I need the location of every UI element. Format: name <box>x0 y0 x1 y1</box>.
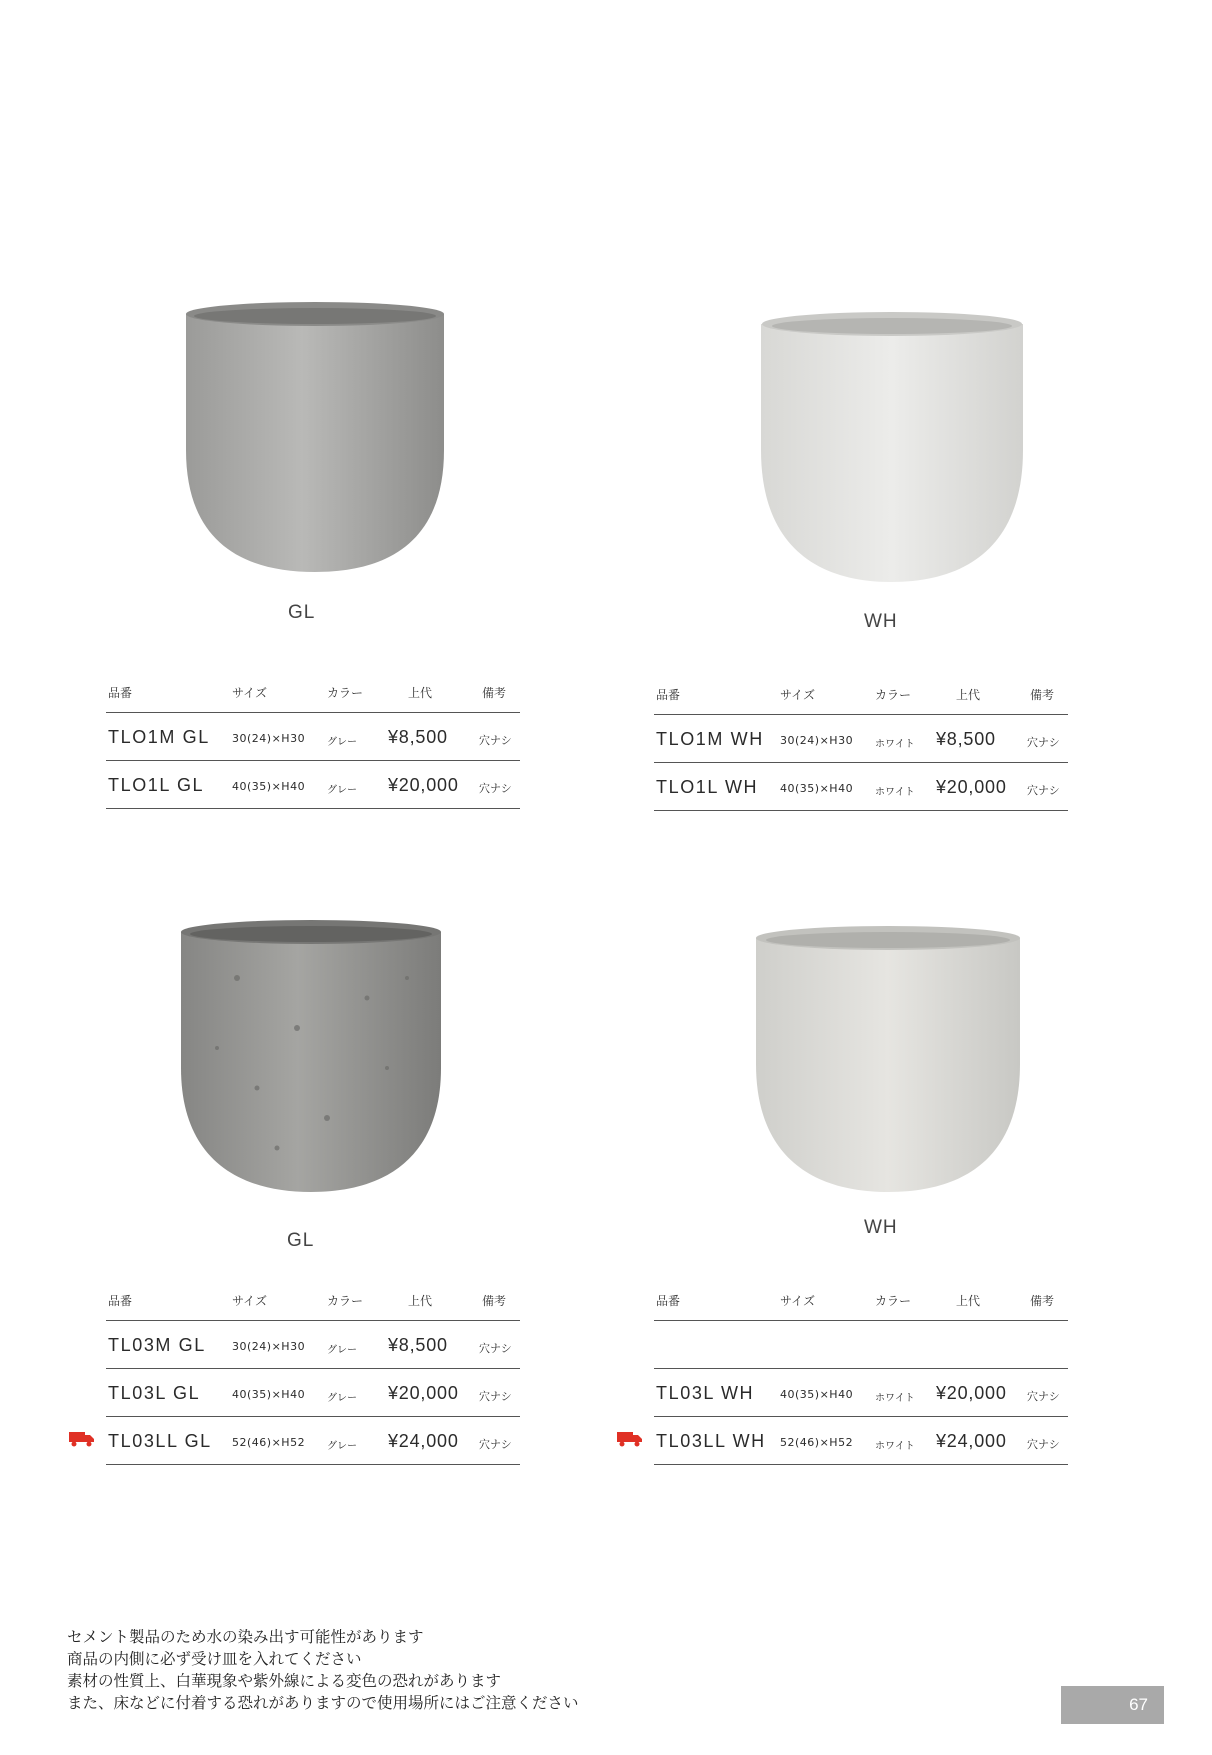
product-size: 52(46)×H52 <box>780 1436 854 1449</box>
product-price: ¥24,000 <box>936 1431 1007 1451</box>
header-price: 上代 <box>408 1294 433 1308</box>
product-price: ¥8,500 <box>388 727 448 747</box>
table-header <box>106 676 520 713</box>
header-price: 上代 <box>408 686 433 700</box>
header-note: 備考 <box>1030 688 1055 702</box>
note-line: 商品の内側に必ず受け皿を入れてください <box>67 1650 362 1668</box>
header-code: 品番 <box>656 1294 681 1308</box>
product-size: 30(24)×H30 <box>232 732 306 745</box>
product-color: ホワイト <box>875 739 915 750</box>
pot-image-tl01-wh <box>757 310 1027 590</box>
product-size: 30(24)×H30 <box>232 1340 306 1353</box>
product-color: ホワイト <box>875 787 915 798</box>
header-size: サイズ <box>232 1294 268 1308</box>
table-row <box>654 1369 1068 1417</box>
header-note: 備考 <box>482 1294 507 1308</box>
product-size: 52(46)×H52 <box>232 1436 306 1449</box>
product-color: ホワイト <box>875 1393 915 1404</box>
care-notes <box>67 1626 579 1714</box>
spec-table <box>654 1284 1068 1465</box>
table-row <box>106 761 520 809</box>
table-row-empty <box>654 1321 1068 1369</box>
product-size: 40(35)×H40 <box>232 780 306 793</box>
product-code: TL03LL GL <box>108 1431 212 1451</box>
pot-image-tl03-wh <box>754 924 1024 1204</box>
product-code: TLO1M GL <box>108 727 210 747</box>
product-code: TL03LL WH <box>656 1431 766 1451</box>
product-color: グレー <box>327 737 357 748</box>
product-size: 40(35)×H40 <box>780 782 854 795</box>
header-color: カラー <box>875 688 912 702</box>
table-header <box>106 1284 520 1321</box>
header-code: 品番 <box>108 1294 133 1308</box>
product-note: 穴ナシ <box>1027 784 1060 797</box>
product-note: 穴ナシ <box>1027 1390 1060 1403</box>
table-header <box>654 678 1068 715</box>
header-note: 備考 <box>1030 1294 1055 1308</box>
table-row <box>654 1417 1068 1465</box>
color-label: GL <box>287 1230 315 1251</box>
product-price: ¥8,500 <box>936 729 996 749</box>
product-price: ¥20,000 <box>388 775 459 795</box>
product-note: 穴ナシ <box>479 782 512 795</box>
table-row <box>654 715 1068 763</box>
product-price: ¥20,000 <box>936 777 1007 797</box>
table-header <box>654 1284 1068 1321</box>
product-note: 穴ナシ <box>479 734 512 747</box>
product-code: TL03L GL <box>108 1383 201 1403</box>
product-code: TL03L WH <box>656 1383 755 1403</box>
note-line: 素材の性質上、白華現象や紫外線による変色の恐れがあります <box>67 1672 502 1690</box>
product-code: TLO1L GL <box>108 775 205 795</box>
spec-table <box>654 678 1068 811</box>
note-line: セメント製品のため水の染み出す可能性があります <box>67 1628 424 1646</box>
product-color: グレー <box>327 1345 357 1356</box>
header-code: 品番 <box>108 686 133 700</box>
table-row <box>106 713 520 761</box>
color-label: GL <box>288 602 316 623</box>
product-note: 穴ナシ <box>479 1438 512 1451</box>
color-label: WH <box>864 611 898 632</box>
product-note: 穴ナシ <box>1027 1438 1060 1451</box>
pot-image-tl03-gl <box>177 918 447 1198</box>
page-number: 67 <box>1061 1686 1164 1724</box>
header-code: 品番 <box>656 688 681 702</box>
product-color: グレー <box>327 785 357 796</box>
header-color: カラー <box>327 1294 364 1308</box>
product-code: TLO1M WH <box>656 729 764 749</box>
table-row <box>106 1321 520 1369</box>
color-label: WH <box>864 1217 898 1238</box>
header-note: 備考 <box>482 686 507 700</box>
product-color: グレー <box>327 1393 357 1404</box>
spec-table <box>106 1284 520 1465</box>
product-size: 40(35)×H40 <box>232 1388 306 1401</box>
pot-image-tl01-gl <box>180 300 450 580</box>
table-row <box>106 1369 520 1417</box>
truck-icon <box>617 1431 643 1451</box>
product-code: TLO1L WH <box>656 777 759 797</box>
product-color: ホワイト <box>875 1441 915 1452</box>
product-price: ¥20,000 <box>936 1383 1007 1403</box>
product-price: ¥8,500 <box>388 1335 448 1355</box>
product-note: 穴ナシ <box>479 1342 512 1355</box>
header-color: カラー <box>875 1294 912 1308</box>
product-color: グレー <box>327 1441 357 1452</box>
product-size: 30(24)×H30 <box>780 734 854 747</box>
product-price: ¥20,000 <box>388 1383 459 1403</box>
header-color: カラー <box>327 686 364 700</box>
product-note: 穴ナシ <box>479 1390 512 1403</box>
truck-icon <box>69 1431 95 1451</box>
header-price: 上代 <box>956 688 981 702</box>
product-price: ¥24,000 <box>388 1431 459 1451</box>
spec-table <box>106 676 520 809</box>
product-note: 穴ナシ <box>1027 736 1060 749</box>
table-row <box>106 1417 520 1465</box>
header-price: 上代 <box>956 1294 981 1308</box>
header-size: サイズ <box>780 688 816 702</box>
product-size: 40(35)×H40 <box>780 1388 854 1401</box>
header-size: サイズ <box>780 1294 816 1308</box>
table-row <box>654 763 1068 811</box>
note-line: また、床などに付着する恐れがありますので使用場所にはご注意ください <box>67 1694 579 1712</box>
product-code: TL03M GL <box>108 1335 206 1355</box>
header-size: サイズ <box>232 686 268 700</box>
